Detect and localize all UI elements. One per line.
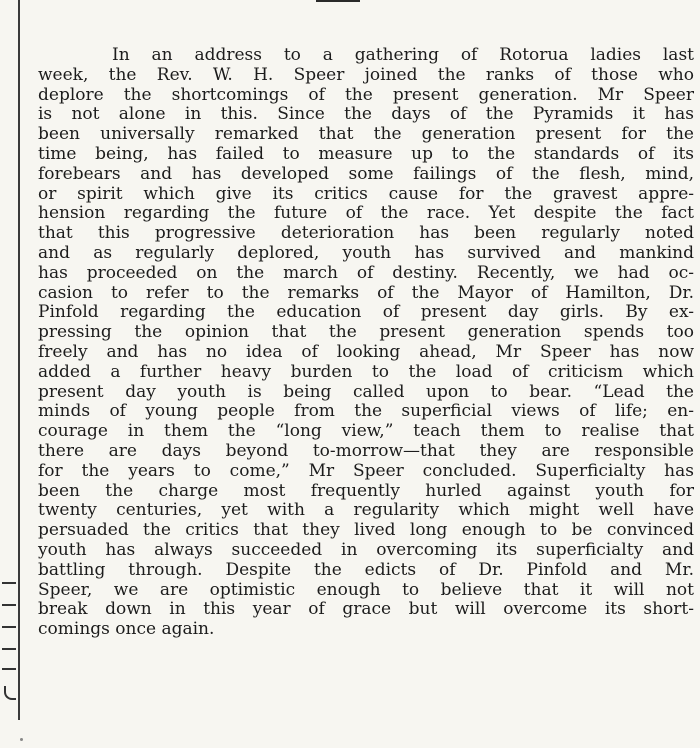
print-speck xyxy=(20,738,23,741)
article-line: courage in them the “long view,” teach them to realise that xyxy=(38,421,694,442)
article-body xyxy=(38,46,694,640)
article-line: that this progressive deterioration has been regularly noted xyxy=(38,223,694,244)
margin-tick xyxy=(2,582,16,584)
article-line: been the charge most frequently hurled against youth for xyxy=(38,480,694,501)
margin-tick xyxy=(2,604,16,606)
article-line: been universally remarked that the generation present for the xyxy=(38,124,694,145)
article-line: break down in this year of grace but will overcome its short- xyxy=(38,599,694,620)
article-line: youth has always succeeded in overcoming its superficialty and xyxy=(38,539,694,560)
article-line: week, the Rev. W. H. Speer joined the ranks of those who xyxy=(38,64,694,85)
article-line: Pinfold regarding the education of present day girls. By ex- xyxy=(38,302,694,323)
article-line: hension regarding the future of the race. Yet despite the fact xyxy=(38,203,694,224)
article-line: battling through. Despite the edicts of Dr. Pinfold and Mr. xyxy=(38,559,694,580)
article-line: forebears and has developed some failings of the flesh, mind, xyxy=(38,163,694,184)
margin-hook xyxy=(4,686,16,700)
article-line: is not alone in this. Since the days of the Pyramids it has xyxy=(38,104,694,125)
article-line: time being, has failed to measure up to the standards of its xyxy=(38,143,694,164)
article-line: deplore the shortcomings of the present generation. Mr Speer xyxy=(38,84,694,105)
article-line: has proceeded on the march of destiny. Recently, we had oc- xyxy=(38,262,694,283)
article-line: and as regularly deplored, youth has survived and mankind xyxy=(38,242,694,263)
article-line: added a further heavy burden to the load of criticism which xyxy=(38,361,694,382)
article-line: freely and has no idea of looking ahead, Mr Speer has now xyxy=(38,341,694,362)
article-line: minds of young people from the superficial views of life; en- xyxy=(38,401,694,422)
top-rule xyxy=(316,0,360,2)
article-line: persuaded the critics that they lived long enough to be convinced xyxy=(38,520,694,541)
margin-tick xyxy=(2,668,16,670)
article-line: comings once again. xyxy=(38,619,215,640)
article-line: or spirit which give its critics cause for the gravest appre- xyxy=(38,183,694,204)
article-line: pressing the opinion that the present generation spends too xyxy=(38,322,694,343)
margin-tick xyxy=(2,626,16,628)
margin-tick xyxy=(2,648,16,650)
article-line: present day youth is being called upon to bear. “Lead the xyxy=(38,381,694,402)
article-line: casion to refer to the remarks of the Mayor of Hamilton, Dr. xyxy=(38,282,694,303)
article-line: for the years to come,” Mr Speer concluded. Superficialty has xyxy=(38,460,694,481)
article-line: there are days beyond to-morrow—that they are responsible xyxy=(38,440,694,461)
page-left-border xyxy=(18,0,20,720)
article-line: Speer, we are optimistic enough to believe that it will not xyxy=(38,579,694,600)
article-line: twenty centuries, yet with a regularity which might well have xyxy=(38,500,694,521)
article-line: In an address to a gathering of Rotorua ladies last xyxy=(112,45,694,65)
